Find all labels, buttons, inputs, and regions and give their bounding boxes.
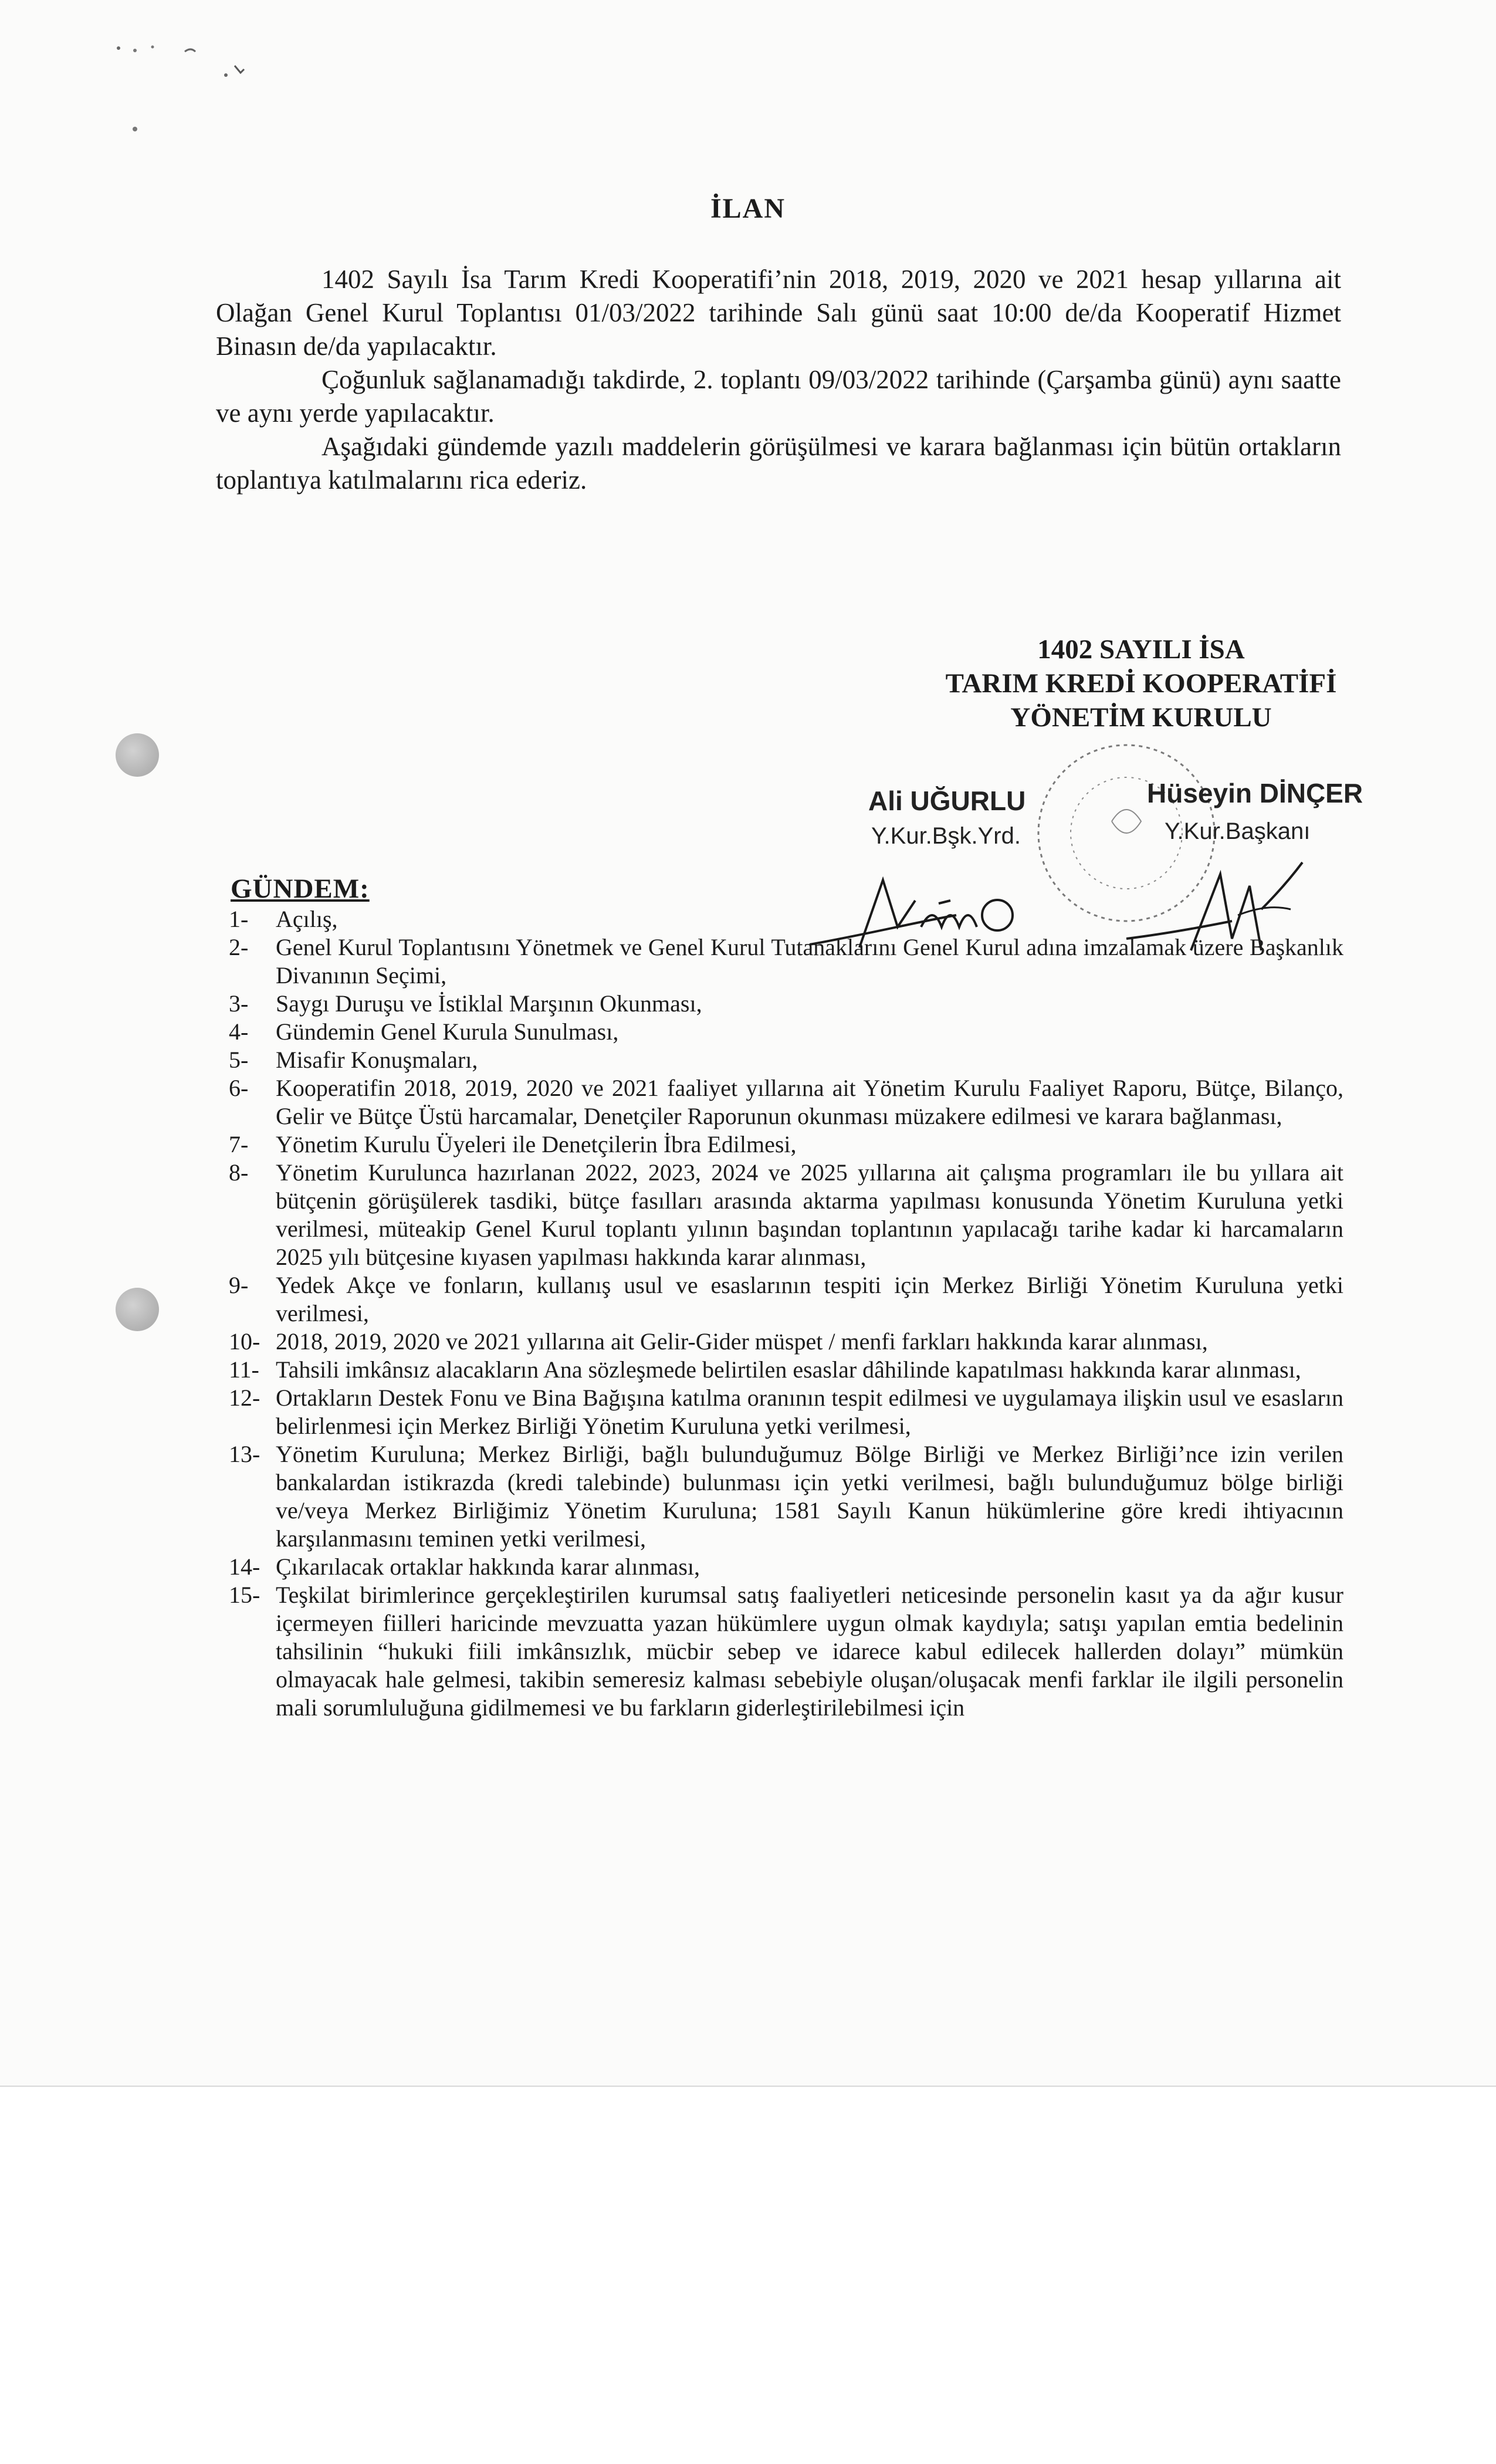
agenda-heading: GÜNDEM: — [231, 874, 370, 904]
agenda-item — [229, 1328, 1343, 1356]
agenda-item-number: 3- — [229, 990, 249, 1017]
agenda-item-number: 6- — [229, 1075, 249, 1101]
agenda-item — [229, 1046, 1343, 1074]
agenda-item-number: 10- — [229, 1328, 260, 1355]
agenda-item-text: Yedek Akçe ve fonların, kullanış usul ve esaslarının tespiti için Merkez Birliği Yönetim Kuruluna yetki verilmesi, — [276, 1272, 1343, 1326]
agenda-item-text: Yönetim Kurulunca hazırlanan 2022, 2023, 2024 ve 2025 yıllarına ait çalışma programları ile bu yıllara ait bütçenin görüşülerek tasdiki, bütçe fasılları arasında aktarma yapılması konusunda Yönetim Kuruluna yetki verilmesi, müteakip Genel Kurul toplantı yılının başından toplantının yapılacağı tarihe kadar ki harcamaların 2025 yılı bütçesine kıyasen yapılması hakkında karar alınması, — [276, 1159, 1343, 1270]
agenda-item-number: 15- — [229, 1582, 260, 1608]
punch-hole-top — [116, 733, 159, 777]
scan-specks — [111, 23, 287, 141]
agenda-item-text: Misafir Konuşmaları, — [276, 1047, 478, 1073]
issuer-line-1: 1402 SAYILI İSA — [1037, 634, 1245, 665]
agenda-item — [229, 990, 1343, 1018]
agenda-item-number: 13- — [229, 1441, 260, 1467]
agenda-item-text: 2018, 2019, 2020 ve 2021 yıllarına ait Gelir-Gider müspet / menfi farkları hakkında karar alınması, — [276, 1328, 1208, 1355]
agenda-item — [229, 1271, 1343, 1328]
agenda-item-number: 14- — [229, 1553, 260, 1580]
agenda-item-text: Çıkarılacak ortaklar hakkında karar alınması, — [276, 1553, 700, 1580]
agenda-item-text: Teşkilat birimlerince gerçekleştirilen kurumsal satış faaliyetleri neticesinde personelin kasıt ya da ağır kusur içermeyen fiilleri haricinde mevzuatta yazan hükümlere uygun olmak kaydıyla; satışı yapılan emtia bedelinin tahsilinin “hukuki fiili imkânsızlık, mücbir sebep ve idarece kabul edilecek hallerden dolayı” mümkün olmayacak hale gelmesi, takibin semeresiz kalması sebebiyle oluşan/oluşacak menfi farklar ile ilgili personelin mali sorumluluğuna gidilmemesi ve bu farkların giderleştirilebilmesi için — [276, 1582, 1343, 1721]
punch-hole-bottom — [116, 1288, 159, 1331]
agenda-item-text: Genel Kurul Toplantısını Yönetmek ve Genel Kurul Tutanaklarını Genel Kurul adına imzalamak üzere Başkanlık Divanının Seçimi, — [276, 934, 1343, 989]
stamp-right-role: Y.Kur.Başkanı — [1165, 818, 1311, 844]
agenda-item — [229, 1356, 1343, 1384]
issuer-line-2: TARIM KREDİ KOOPERATİFİ — [945, 668, 1337, 699]
agenda-item-number: 5- — [229, 1047, 249, 1073]
intro-text — [216, 263, 1341, 497]
agenda-item-text: Yönetim Kuruluna; Merkez Birliği, bağlı bulunduğumuz Bölge Birliği ve Merkez Birliği’nce izin verilen bankalardan istikrazda (kredi talebinde) bulunması için yetki verilmesi, bağlı bulunduğumuz bölge birliği ve/veya Merkez Birliğimiz Yönetim Kuruluna; 1581 Sayılı Kanun hükümlerine göre kredi ihtiyacının karşılanmasını teminen yetki verilmesi, — [276, 1441, 1343, 1552]
issuer-line-3: YÖNETİM KURULU — [1010, 702, 1272, 733]
stamp-left-name: Ali UĞURLU — [868, 786, 1026, 816]
intro-paragraph-1: 1402 Sayılı İsa Tarım Kredi Kooperatifi’nin 2018, 2019, 2020 ve 2021 hesap yıllarına ait Olağan Genel Kurul Toplantısı 01/03/2022 tarihinde Salı günü saat 10:00 de/da Kooperatif Hizmet Binasın de/da yapılacaktır. — [216, 265, 1341, 361]
agenda-item-number: 11- — [229, 1356, 259, 1383]
intro-paragraph-3: Aşağıdaki gündemde yazılı maddelerin görüşülmesi ve karara bağlanması için bütün ortakların toplantıya katılmalarını rica ederiz. — [216, 432, 1341, 495]
agenda-item-number: 1- — [229, 906, 249, 932]
agenda-item-text: Ortakların Destek Fonu ve Bina Bağışına katılma oranının tespit edilmesi ve uygulamaya ilişkin usul ve esasların belirlenmesi için Merkez Birliği Yönetim Kuruluna yetki verilmesi, — [276, 1385, 1343, 1439]
agenda-item-number: 2- — [229, 934, 249, 960]
agenda-item-number: 4- — [229, 1018, 249, 1045]
agenda-item — [229, 1384, 1343, 1440]
agenda-list — [229, 905, 1343, 1722]
agenda-item-text: Tahsili imkânsız alacakların Ana sözleşmede belirtilen esaslar dâhilinde kapatılması hakkında karar alınması, — [276, 1356, 1301, 1383]
agenda-item — [229, 933, 1343, 990]
stamp-right-name: Hüseyin DİNÇER — [1147, 778, 1363, 808]
agenda-item-text: Saygı Duruşu ve İstiklal Marşının Okunması, — [276, 990, 702, 1017]
agenda-item-text: Gündemin Genel Kurula Sunulması, — [276, 1018, 619, 1045]
agenda-item — [229, 1074, 1343, 1131]
intro-paragraph-2: Çoğunluk sağlanamadığı takdirde, 2. toplantı 09/03/2022 tarihinde (Çarşamba günü) aynı saatte ve aynı yerde yapılacaktır. — [216, 365, 1341, 428]
agenda-item-text: Açılış, — [276, 906, 338, 932]
stamp-left-role: Y.Kur.Bşk.Yrd. — [871, 823, 1021, 849]
agenda-item-number: 12- — [229, 1385, 260, 1411]
agenda-item-text: Yönetim Kurulu Üyeleri ile Denetçilerin İbra Edilmesi, — [276, 1131, 797, 1157]
agenda-item — [229, 1131, 1343, 1159]
agenda-item — [229, 1018, 1343, 1046]
page-title: İLAN — [710, 193, 786, 224]
agenda-item — [229, 1553, 1343, 1581]
agenda-item-number: 7- — [229, 1131, 249, 1157]
agenda-item — [229, 1159, 1343, 1271]
agenda-item — [229, 1581, 1343, 1722]
agenda-item-number: 8- — [229, 1159, 249, 1186]
agenda-item — [229, 1440, 1343, 1553]
agenda-item — [229, 905, 1343, 933]
agenda-item-number: 9- — [229, 1272, 249, 1298]
issuer-block — [833, 632, 1449, 735]
agenda-item-text: Kooperatifin 2018, 2019, 2020 ve 2021 faaliyet yıllarına ait Yönetim Kurulu Faaliyet Raporu, Bütçe, Bilanço, Gelir ve Bütçe Üstü harcamalar, Denetçiler Raporunun okunması müzakere edilmesi ve karara bağlanması, — [276, 1075, 1343, 1129]
